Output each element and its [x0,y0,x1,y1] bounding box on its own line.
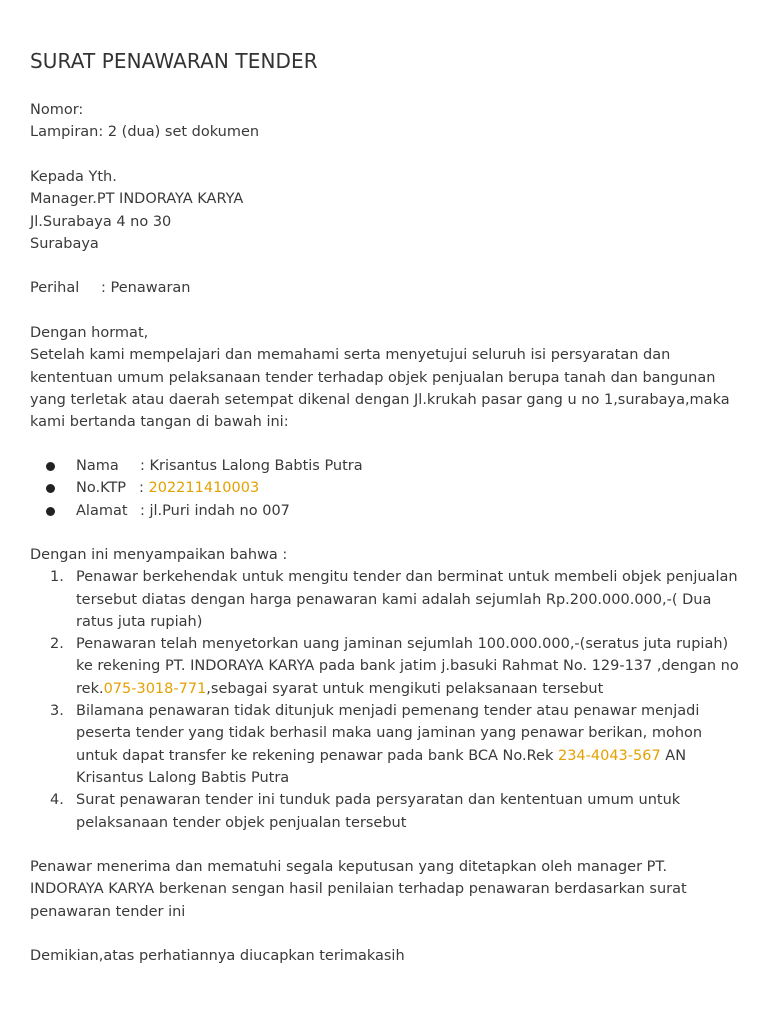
statement-point [30,566,740,633]
recipient-name: Manager.PT INDORAYA KARYA [30,191,244,208]
point-number: 2. [50,636,64,653]
statement-points [30,566,740,834]
recipient-street: Jl.Surabaya 4 no 30 [30,213,172,230]
recipient-block [30,166,740,255]
identity-label-ktp: No.KTP [76,480,127,497]
identity-item-ktp [30,477,740,499]
nomor-line: Nomor: [30,102,84,118]
point-text-after: ,sebagai syarat untuk mengikuti pelaksanaan tersebut [206,680,604,697]
identity-item-nama [30,455,740,477]
point-number: 4. [50,792,64,809]
identity-value-alamat: : jl.Puri indah no 007 [140,502,290,519]
identity-item-alamat [30,500,740,522]
intro-paragraph: Setelah kami mempelajari dan memahami serta menyetujui seluruh isi persyaratan dan kententuan umum pelaksanaan tender terhadap objek penjualan berupa tanah dan bangunan yang terletak atau daerah setempat dikenal dengan Jl.krukah pasar gang u no 1,surabaya,maka kami bertanda tangan di bawah ini: [30,347,730,431]
closing-block [30,945,740,967]
intro-block [30,322,740,433]
lampiran-line: Lampiran: 2 (dua) set dokumen [30,124,260,141]
letter-header [30,99,740,144]
point-number: 3. [50,703,64,720]
perihal-label: Perihal [30,280,80,296]
statement-block [30,544,740,834]
recipient-city: Surabaya [30,235,99,252]
letter-title: SURAT PENAWARAN TENDER [30,49,318,73]
point-account-number: 075-3018-771 [103,680,207,697]
identity-sep-ktp: : [139,480,149,497]
statement-point [30,789,740,834]
identity-list [30,455,740,522]
point-text-after: AN Krisantus Lalong Babtis Putra [76,747,687,786]
identity-value-ktp: 202211410003 [148,480,260,497]
statement-point [30,700,740,789]
recipient-greeting: Kepada Yth. [30,169,117,185]
point-text: Surat penawaran tender ini tunduk pada persyaratan dan kententuan umum untuk pelaksanaan tender objek penjualan tersebut [76,792,681,831]
point-text: Penawar berkehendak untuk mengitu tender dan berminat untuk membeli objek penjualan tersebut diatas dengan harga penawaran kami adalah sejumlah Rp.200.000.000,-( Dua ratus juta rupiah) [76,569,738,630]
identity-label-alamat: Alamat [76,502,128,519]
point-number: 1. [50,569,64,586]
identity-value-nama: : Krisantus Lalong Babtis Putra [140,458,363,474]
closing-paragraph-block [30,856,740,923]
point-account-number: 234-4043-567 [557,747,661,764]
salutation: Dengan hormat, [30,325,149,341]
point-text-before: Bilamana penawaran tidak ditunjuk menjadi pemenang tender atau penawar menjadi peserta tender yang tidak berhasil maka uang jaminan yang penawar berikan, mohon untuk dapat transfer ke rekening penawar pada bank BCA No.Rek [76,703,703,764]
identity-label-nama: Nama [76,458,119,474]
statement-point [30,633,740,700]
point-text-before: Penawaran telah menyetorkan uang jaminan sejumlah 100.000.000,-(seratus juta rupiah) ke rekening PT. INDORAYA KARYA pada bank jatim j.basuki Rahmat No. 129-137 ,dengan no rek. [76,636,739,697]
closing-paragraph: Penawar menerima dan mematuhi segala keputusan yang ditetapkan oleh manager PT. INDORAYA KARYA berkenan sengan hasil penilaian terhadap penawaran berdasarkan surat penawaran tender ini [30,859,687,920]
perihal-value: : Penawaran [101,280,191,296]
perihal-line [30,277,740,299]
statement-intro: Dengan ini menyampaikan bahwa : [30,547,288,563]
closing-line: Demikian,atas perhatiannya diucapkan terimakasih [30,948,405,964]
